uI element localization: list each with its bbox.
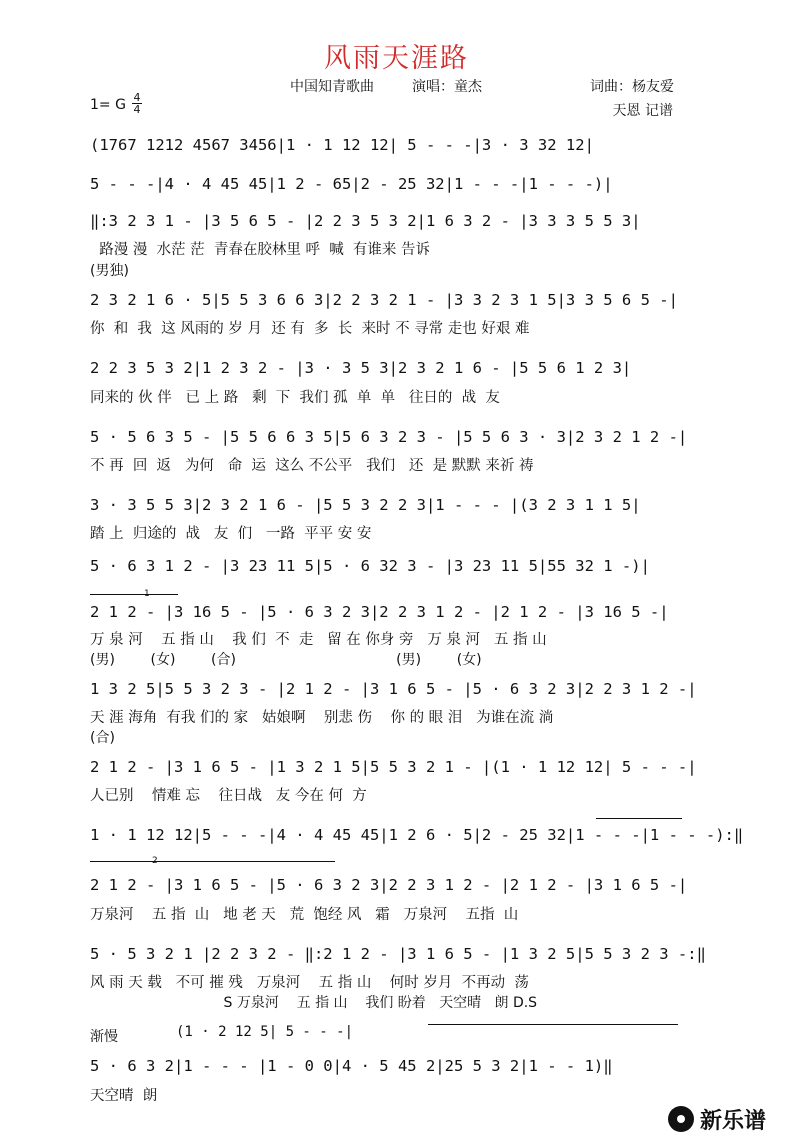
score-line: 1 3 2 5|5 5 3 2 3 - |2 1 2 - |3 1 6 5 - |5 · 6 3 2 3|2 2 3 1 2 -| bbox=[90, 680, 697, 698]
time-numerator: 4 bbox=[133, 91, 141, 104]
lyric-line: 天空晴 朗 bbox=[90, 1088, 158, 1104]
score-line: 5 · 5 3 2 1 |2 2 3 2 - ‖:2 1 2 - |3 1 6 5 - |1 3 2 5|5 5 3 2 3 -:‖ bbox=[90, 945, 706, 963]
score-line: 5 · 5 6 3 5 - |5 5 6 6 3 5|5 6 3 2 3 - |5 5 6 3 · 3|2 3 2 1 2 -| bbox=[90, 428, 688, 446]
site-logo-text: 新乐谱 bbox=[700, 1109, 767, 1134]
key-signature: 1= G bbox=[90, 97, 126, 113]
lyric-line: 天 涯 海角 有我 们的 家 姑娘啊 别悲 伤 你 的 眼 泪 为谁在流 淌 bbox=[90, 710, 554, 726]
lyric-line: 万泉河 五 指 山 地 老 天 荒 饱经 风 霜 万泉河 五指 山 bbox=[90, 907, 519, 923]
score-line: 1 · 1 12 12|5 - - -|4 · 4 45 45|1 2 6 · 5|2 - 25 32|1 - - -|1 - - -):‖ bbox=[90, 826, 744, 844]
music-disc-icon bbox=[668, 1106, 694, 1132]
site-logo bbox=[668, 1104, 783, 1134]
voice-part-label: (合) bbox=[90, 730, 115, 746]
lyric-line-verse-2: S 万泉河 五 指 山 我们 盼着 天空晴 朗 D.S bbox=[90, 995, 538, 1011]
lyric-line: 不 再 回 返 为何 命 运 这么 不公平 我们 还 是 默默 来祈 祷 bbox=[90, 458, 534, 474]
ending-bracket bbox=[428, 1024, 678, 1025]
volta-bracket-end bbox=[596, 818, 682, 819]
volta-bracket-1 bbox=[90, 594, 178, 595]
volta-bracket-2 bbox=[90, 861, 335, 862]
score-line: 2 2 3 5 3 2|1 2 3 2 - |3 · 3 5 3|2 3 2 1 6 - |5 5 6 1 2 3| bbox=[90, 359, 632, 377]
lyric-line: 你 和 我 这 风雨的 岁 月 还 有 多 长 来时 不 寻常 走也 好艰 难 bbox=[90, 321, 530, 337]
score-line: 2 1 2 - |3 1 6 5 - |5 · 6 3 2 3|2 2 3 1 2 - |2 1 2 - |3 1 6 5 -| bbox=[90, 876, 688, 894]
voice-part-label: (男) (女) (合) (男) (女) bbox=[90, 652, 482, 668]
lyricist-credit: 词曲：杨友爱 bbox=[590, 79, 674, 95]
score-line: 5 · 6 3 2|1 - - - |1 - 0 0|4 · 5 45 2|25 5 3 2|1 - - 1)‖ bbox=[90, 1057, 613, 1075]
score-line: ‖:3 2 3 1 - |3 5 6 5 - |2 2 3 5 3 2|1 6 3 2 - |3 3 3 5 5 3| bbox=[90, 212, 641, 230]
transcriber-credit: 天恩 记谱 bbox=[612, 103, 673, 119]
lyric-line: 路漫 漫 水茫 茫 青春在胶林里 呼 喊 有谁来 告诉 bbox=[90, 242, 431, 258]
tempo-marking: 渐慢 bbox=[90, 1029, 118, 1045]
time-denominator: 4 bbox=[133, 103, 141, 116]
score-line: 5 - - -|4 · 4 45 45|1 2 - 65|2 - 25 32|1 - - -|1 - - -)| bbox=[90, 175, 613, 193]
lyric-line: 同来的 伙 伴 已 上 路 剩 下 我们 孤 单 单 往日的 战 友 bbox=[90, 390, 500, 406]
score-line: 2 3 2 1 6 · 5|5 5 3 6 6 3|2 2 3 2 1 - |3 3 2 3 1 5|3 3 5 6 5 -| bbox=[90, 291, 678, 309]
score-line: 3 · 3 5 5 3|2 3 2 1 6 - |5 5 3 2 2 3|1 - - - |(3 2 3 1 1 5| bbox=[90, 496, 641, 514]
score-line: (1767 1212 4567 3456|1 · 1 12 12| 5 - - -|3 · 3 32 12| bbox=[90, 136, 594, 154]
lyric-line: 万 泉 河 五 指 山 我 们 不 走 留 在 你身 旁 万 泉 河 五 指 山 bbox=[90, 632, 547, 648]
voice-part-label: (男独) bbox=[90, 263, 129, 279]
score-line: 2 1 2 - |3 1 6 5 - |1 3 2 1 5|5 5 3 2 1 - |(1 · 1 12 12| 5 - - -| bbox=[90, 758, 697, 776]
volta-number-1: 1 bbox=[144, 589, 150, 599]
accompaniment-line: (1 · 2 12 5| 5 - - -| bbox=[176, 1024, 354, 1040]
score-line: 2 1 2 - |3 16 5 - |5 · 6 3 2 3|2 2 3 1 2 - |2 1 2 - |3 16 5 -| bbox=[90, 603, 669, 621]
lyric-line: 踏 上 归途的 战 友 们 一路 平平 安 安 bbox=[90, 526, 372, 542]
singer-credit: 演唱：童杰 bbox=[412, 79, 482, 95]
lyric-line: 风 雨 天 载 不可 摧 残 万泉河 五 指 山 何时 岁月 不再动 荡 bbox=[90, 975, 529, 991]
time-signature bbox=[131, 92, 143, 115]
score-line: 5 · 6 3 1 2 - |3 23 11 5|5 · 6 32 3 - |3 23 11 5|55 32 1 -)| bbox=[90, 557, 650, 575]
song-title: 风雨天涯路 bbox=[324, 43, 469, 74]
volta-number-2: 2 bbox=[152, 856, 158, 866]
song-category: 中国知青歌曲 bbox=[290, 79, 374, 95]
lyric-line: 人已别 情难 忘 往日战 友 今在 何 方 bbox=[90, 788, 367, 804]
